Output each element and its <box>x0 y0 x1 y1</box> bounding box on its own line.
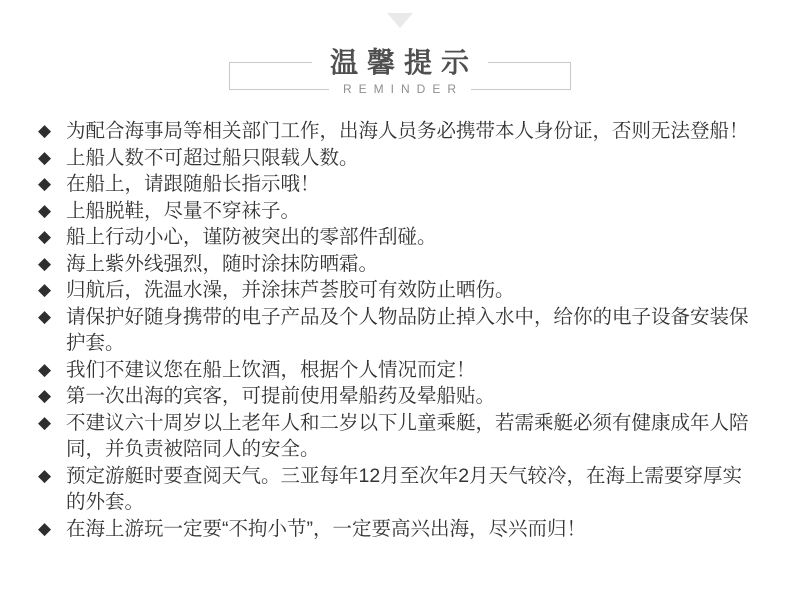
diamond-bullet-icon: ◆ <box>38 518 52 538</box>
diamond-bullet-icon: ◆ <box>38 200 52 220</box>
reminder-header <box>229 47 571 96</box>
tip-text: 不建议六十周岁以上老年人和二岁以下儿童乘艇，若需乘艇必须有健康成年人陪同，并负责被陪同人的安全。 <box>66 411 749 460</box>
diamond-bullet-icon: ◆ <box>38 174 52 193</box>
diamond-bullet-icon: ◆ <box>38 465 52 485</box>
tip-text: 在海上游玩一定要“不拘小节”，一定要高兴出海，尽兴而归！ <box>66 517 586 540</box>
tip-text: 船上行动小心，谨防被突出的零部件刮碰。 <box>66 226 437 248</box>
diamond-bullet-icon: ◆ <box>38 147 52 167</box>
tip-text: 我们不建议您在船上饮酒，根据个人情况而定！ <box>66 358 476 381</box>
diamond-bullet-icon: ◆ <box>38 121 52 140</box>
diamond-bullet-icon: ◆ <box>38 253 52 273</box>
tip-item <box>38 171 800 198</box>
tip-text: 为配合海事局等相关部门工作，出海人员务必携带本人身份证，否则无法登船！ <box>66 120 749 142</box>
tip-item <box>38 118 800 145</box>
diamond-bullet-icon: ◆ <box>38 359 52 379</box>
tip-item <box>38 145 800 172</box>
tip-text: 在船上，请跟随船长指示哦！ <box>66 173 320 195</box>
tip-item <box>38 463 800 516</box>
tip-item <box>38 224 800 251</box>
page-subtitle: REMINDER <box>329 82 471 97</box>
page-title: 温馨提示 <box>312 48 488 78</box>
tips-list <box>38 118 800 542</box>
tip-text: 上船脱鞋，尽量不穿袜子。 <box>66 199 301 222</box>
diamond-bullet-icon: ◆ <box>38 412 52 432</box>
tip-text: 请保护好随身携带的电子产品及个人物品防止掉入水中，给你的电子设备安装保护套。 <box>66 305 749 354</box>
tip-item <box>38 383 800 410</box>
tip-text: 上船人数不可超过船只限载人数。 <box>66 146 359 169</box>
diamond-bullet-icon: ◆ <box>38 280 52 299</box>
tip-item <box>38 304 800 357</box>
tip-item <box>38 516 800 543</box>
triangle-down-icon <box>387 13 413 28</box>
tip-item <box>38 357 800 384</box>
tip-item <box>38 277 800 304</box>
diamond-bullet-icon: ◆ <box>38 386 52 405</box>
tip-item <box>38 410 800 463</box>
diamond-bullet-icon: ◆ <box>38 306 52 326</box>
diamond-bullet-icon: ◆ <box>38 227 52 246</box>
tip-item <box>38 251 800 278</box>
tip-text: 海上紫外线强烈，随时涂抹防晒霜。 <box>66 252 379 275</box>
tip-text: 归航后，洗温水澡，并涂抹芦荟胶可有效防止晒伤。 <box>66 279 515 301</box>
tip-text: 预定游艇时要查阅天气。三亚每年12月至次年2月天气较冷，在海上需要穿厚实的外套。 <box>66 464 743 513</box>
tip-item <box>38 198 800 225</box>
tip-text: 第一次出海的宾客，可提前使用晕船药及晕船贴。 <box>66 385 496 407</box>
